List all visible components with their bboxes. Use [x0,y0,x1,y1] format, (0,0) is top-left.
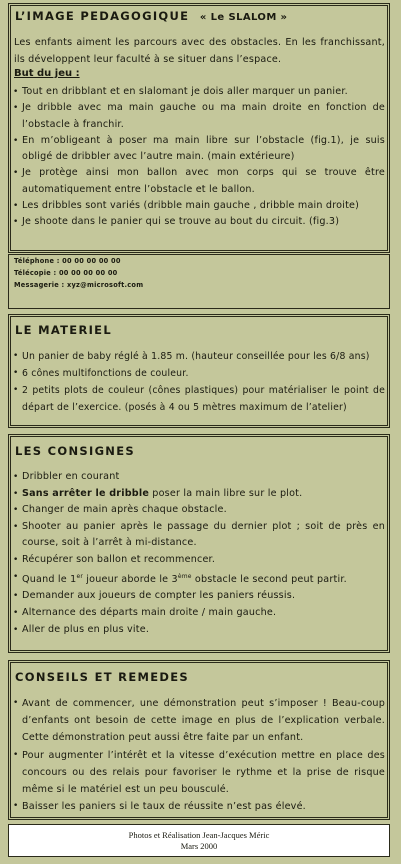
image-pedagogique-section [8,3,390,253]
credits-footer [8,824,390,857]
superscript: ème [177,572,192,580]
materiel-list [12,348,385,416]
conseils-section [8,660,390,820]
but-du-jeu-list [12,84,385,231]
list-item: • Demander aux joueurs de compter les paniers réussis. [12,588,385,605]
telecopie-text: Télécopie : 00 00 00 00 00 [14,269,118,277]
list-item: • Récupérer son ballon et recommencer. [12,552,385,569]
superscript: er [76,572,84,580]
consignes-list [12,469,385,638]
item-text: Quand le 1 [22,573,77,585]
bold-text: Sans arrêter le dribble [22,487,150,499]
item-text: joueur aborde le 3 [83,573,178,585]
materiel-section [8,314,390,428]
list-item: • Dribbler en courant [12,469,385,486]
list-item: • Les dribbles sont variés (dribble main gauche , dribble main droite) [12,198,385,214]
conseils-list [12,695,385,815]
telephone-text: Téléphone : 00 00 00 00 00 [14,257,121,265]
list-item: • Je protège ainsi mon ballon avec mon corps qui se trouve être automatiquement entre l’obstacle et le ballon. [12,165,385,198]
list-item: • 6 cônes multifonctions de couleur. [12,365,385,382]
list-item: • Shooter au panier après le passage du dernier plot ; soit de près en course, soit à l’arrêt à mi-distance. [12,519,385,552]
list-item [12,569,385,589]
credits-line: Photos et Réalisation Jean-Jacques Méric [128,830,270,840]
title-prefix: L’IMAGE PEDAGOGIQUE [15,9,190,23]
list-item: • Baisser les paniers si le taux de réussite n’est pas élevé. [12,798,385,815]
consignes-section [8,434,390,653]
list-item: • En m’obligeant à poser ma main libre sur l’obstacle (fig.1), je suis obligé de dribbler avec l’autre main. (main extérieure) [12,133,385,166]
title-suffix: « Le SLALOM » [199,12,288,23]
list-item [12,486,385,503]
item-text: obstacle le second peut partir. [191,573,347,585]
section-title: LE MATERIEL [15,323,112,337]
contact-box [8,254,390,309]
section-title: LES CONSIGNES [15,444,135,458]
list-item: • Aller de plus en plus vite. [12,622,385,639]
list-item: • Tout en dribblant et en slalomant je dois aller marquer un panier. [12,84,385,100]
intro-paragraph: Les enfants aiment les parcours avec des obstacles. En les franchissant, ils développent leur faculté à se situer dans l’espace. [14,37,385,65]
list-item: • 2 petits plots de couleur (cônes plastiques) pour matérialiser le point de départ de l’exercice. (posés à 4 ou 5 mètres maximum de l’atelier) [12,382,385,416]
list-item: • Changer de main après chaque obstacle. [12,502,385,519]
list-item: • Pour augmenter l’intérêt et la vitesse d’exécution mettre en place des concours ou des relais pour favoriser le rythme et la prise de risque même si le matériel est un peu bousculé. [12,747,385,799]
date-line: Mars 2000 [180,841,218,851]
section-title [15,9,287,23]
list-item: • Un panier de baby réglé à 1.85 m. (hauteur conseillée pour les 6/8 ans) [12,348,385,365]
list-item: • Avant de commencer, une démonstration peut s’imposer ! Beau-coup d’enfants ont besoin de cette image en plus de l’explication verbale. Cette démonstration peut aussi être faite par un enfant. [12,695,385,747]
but-du-jeu-heading: But du jeu : [14,68,80,79]
list-item: • Je shoote dans le panier qui se trouve au bout du circuit. (fig.3) [12,214,385,230]
section-title: CONSEILS ET REMEDES [15,670,189,684]
item-text: poser la main libre sur le plot. [149,487,303,499]
messagerie-text: Messagerie : xyz@microsoft.com [14,281,144,289]
list-item: • Alternance des départs main droite / main gauche. [12,605,385,622]
list-item: • Je dribble avec ma main gauche ou ma main droite en fonction de l’obstacle à franchir. [12,100,385,133]
